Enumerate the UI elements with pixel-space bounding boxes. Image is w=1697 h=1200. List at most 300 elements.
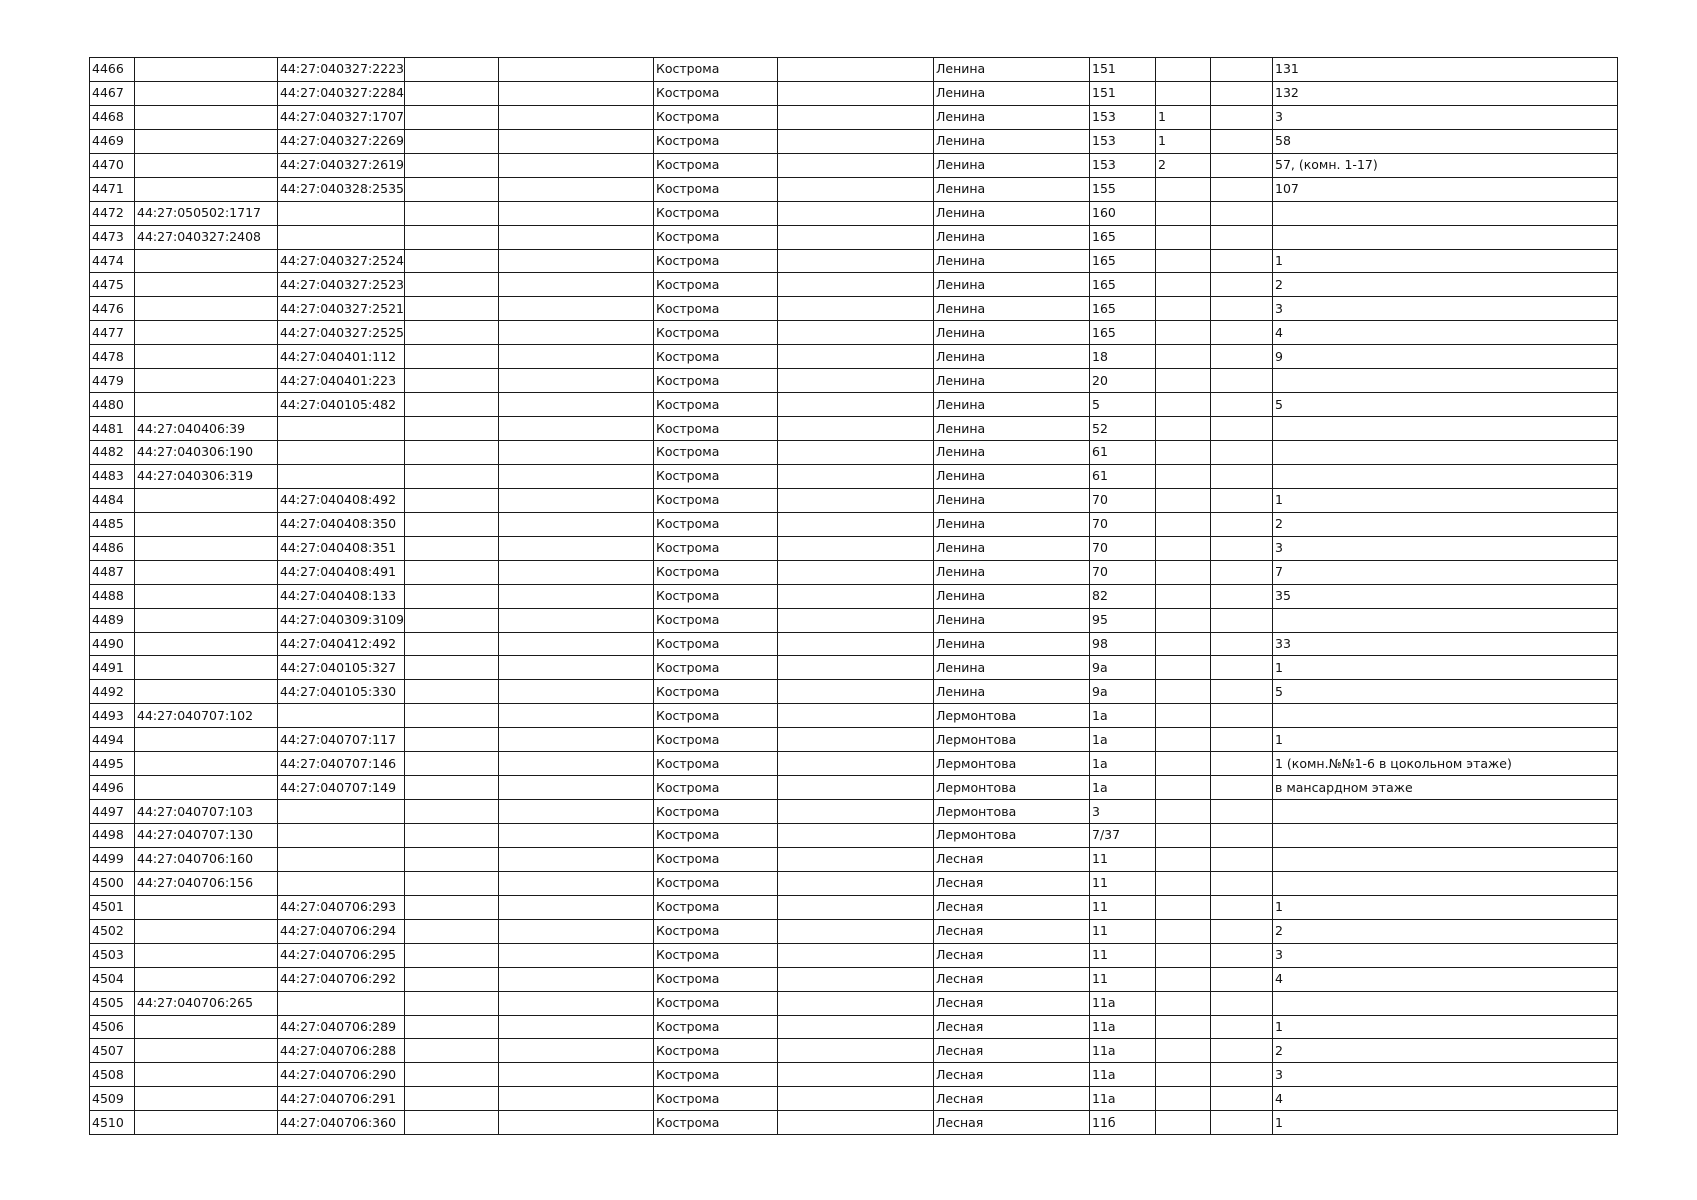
street-cell: Ленина [934, 297, 1090, 321]
building-block-cell [1156, 1063, 1211, 1087]
house-number-cell: 165 [1090, 249, 1156, 273]
house-number-cell: 9а [1090, 656, 1156, 680]
empty-cell-d [1211, 177, 1273, 201]
table-row [90, 153, 1618, 177]
building-block-cell [1156, 201, 1211, 225]
street-cell: Ленина [934, 632, 1090, 656]
empty-cell-d [1211, 488, 1273, 512]
house-number-cell: 151 [1090, 81, 1156, 105]
row-number-cell: 4500 [90, 871, 135, 895]
empty-cell-a [405, 967, 499, 991]
empty-cell-b [499, 632, 654, 656]
row-number-cell: 4489 [90, 608, 135, 632]
building-cadastral-cell [135, 273, 278, 297]
row-number-cell: 4487 [90, 560, 135, 584]
city-cell: Кострома [654, 584, 778, 608]
house-number-cell: 11б [1090, 1111, 1156, 1135]
row-number-cell: 4483 [90, 464, 135, 488]
empty-cell-d [1211, 847, 1273, 871]
premises-cadastral-cell: 44:27:040706:290 [278, 1063, 405, 1087]
street-cell: Лермонтова [934, 728, 1090, 752]
building-cadastral-cell [135, 512, 278, 536]
row-number-cell: 4493 [90, 704, 135, 728]
building-cadastral-cell [135, 680, 278, 704]
empty-cell-d [1211, 369, 1273, 393]
building-block-cell [1156, 345, 1211, 369]
empty-cell-a [405, 153, 499, 177]
building-block-cell [1156, 1111, 1211, 1135]
registry-body [90, 58, 1618, 1135]
empty-cell-d [1211, 512, 1273, 536]
empty-cell-d [1211, 81, 1273, 105]
building-cadastral-cell [135, 776, 278, 800]
building-block-cell [1156, 297, 1211, 321]
street-cell: Ленина [934, 225, 1090, 249]
building-block-cell [1156, 417, 1211, 441]
empty-cell-c [778, 369, 934, 393]
street-cell: Лесная [934, 1063, 1090, 1087]
empty-cell-c [778, 584, 934, 608]
street-cell: Ленина [934, 512, 1090, 536]
premises-cadastral-cell: 44:27:040327:1707 [278, 105, 405, 129]
street-cell: Лермонтова [934, 776, 1090, 800]
premises-cadastral-cell: 44:27:040706:294 [278, 919, 405, 943]
empty-cell-b [499, 1087, 654, 1111]
empty-cell-c [778, 919, 934, 943]
house-number-cell: 5 [1090, 393, 1156, 417]
street-cell: Ленина [934, 417, 1090, 441]
empty-cell-a [405, 321, 499, 345]
empty-cell-a [405, 488, 499, 512]
table-row [90, 824, 1618, 848]
empty-cell-c [778, 1039, 934, 1063]
building-cadastral-cell: 44:27:040706:156 [135, 871, 278, 895]
premises-cadastral-cell: 44:27:040105:327 [278, 656, 405, 680]
premises-cadastral-cell: 44:27:040408:350 [278, 512, 405, 536]
row-number-cell: 4481 [90, 417, 135, 441]
building-cadastral-cell [135, 919, 278, 943]
empty-cell-d [1211, 417, 1273, 441]
table-row [90, 177, 1618, 201]
empty-cell-c [778, 632, 934, 656]
house-number-cell: 11 [1090, 967, 1156, 991]
table-row [90, 201, 1618, 225]
table-row [90, 919, 1618, 943]
row-number-cell: 4484 [90, 488, 135, 512]
empty-cell-c [778, 1015, 934, 1039]
street-cell: Ленина [934, 680, 1090, 704]
row-number-cell: 4468 [90, 105, 135, 129]
table-row [90, 488, 1618, 512]
premises-cadastral-cell: 44:27:040327:2523 [278, 273, 405, 297]
table-row [90, 871, 1618, 895]
building-block-cell [1156, 800, 1211, 824]
row-number-cell: 4501 [90, 895, 135, 919]
street-cell: Ленина [934, 584, 1090, 608]
empty-cell-a [405, 800, 499, 824]
premises-cadastral-cell: 44:27:040706:360 [278, 1111, 405, 1135]
building-cadastral-cell: 44:27:040707:130 [135, 824, 278, 848]
city-cell: Кострома [654, 321, 778, 345]
premises-cadastral-cell: 44:27:040327:2619 [278, 153, 405, 177]
empty-cell-c [778, 728, 934, 752]
building-cadastral-cell [135, 1111, 278, 1135]
street-cell: Лесная [934, 1087, 1090, 1111]
empty-cell-c [778, 512, 934, 536]
empty-cell-c [778, 824, 934, 848]
premises-cadastral-cell [278, 800, 405, 824]
apartment-cell: 1 [1273, 895, 1618, 919]
table-row [90, 1063, 1618, 1087]
house-number-cell: 151 [1090, 58, 1156, 82]
city-cell: Кострома [654, 680, 778, 704]
apartment-cell [1273, 369, 1618, 393]
row-number-cell: 4497 [90, 800, 135, 824]
premises-cadastral-cell: 44:27:040408:133 [278, 584, 405, 608]
empty-cell-b [499, 704, 654, 728]
apartment-cell: 1 [1273, 656, 1618, 680]
table-row [90, 441, 1618, 465]
empty-cell-a [405, 991, 499, 1015]
empty-cell-c [778, 297, 934, 321]
building-block-cell [1156, 488, 1211, 512]
premises-cadastral-cell: 44:27:040328:2535 [278, 177, 405, 201]
building-block-cell [1156, 847, 1211, 871]
empty-cell-b [499, 297, 654, 321]
empty-cell-c [778, 680, 934, 704]
empty-cell-d [1211, 58, 1273, 82]
empty-cell-d [1211, 345, 1273, 369]
empty-cell-c [778, 153, 934, 177]
premises-cadastral-cell: 44:27:040105:330 [278, 680, 405, 704]
apartment-cell [1273, 847, 1618, 871]
building-cadastral-cell [135, 895, 278, 919]
apartment-cell: 131 [1273, 58, 1618, 82]
city-cell: Кострома [654, 536, 778, 560]
building-cadastral-cell [135, 393, 278, 417]
table-row [90, 704, 1618, 728]
street-cell: Ленина [934, 105, 1090, 129]
building-block-cell [1156, 441, 1211, 465]
row-number-cell: 4491 [90, 656, 135, 680]
building-block-cell [1156, 1039, 1211, 1063]
premises-cadastral-cell [278, 225, 405, 249]
house-number-cell: 70 [1090, 536, 1156, 560]
row-number-cell: 4495 [90, 752, 135, 776]
apartment-cell [1273, 800, 1618, 824]
empty-cell-b [499, 560, 654, 584]
building-block-cell: 1 [1156, 129, 1211, 153]
building-block-cell [1156, 225, 1211, 249]
row-number-cell: 4479 [90, 369, 135, 393]
row-number-cell: 4508 [90, 1063, 135, 1087]
apartment-cell: 3 [1273, 536, 1618, 560]
building-block-cell [1156, 919, 1211, 943]
table-row [90, 1087, 1618, 1111]
city-cell: Кострома [654, 1063, 778, 1087]
house-number-cell: 11а [1090, 991, 1156, 1015]
city-cell: Кострома [654, 824, 778, 848]
empty-cell-a [405, 129, 499, 153]
apartment-cell [1273, 464, 1618, 488]
empty-cell-c [778, 847, 934, 871]
city-cell: Кострома [654, 728, 778, 752]
empty-cell-d [1211, 871, 1273, 895]
row-number-cell: 4466 [90, 58, 135, 82]
empty-cell-a [405, 608, 499, 632]
table-row [90, 656, 1618, 680]
table-row [90, 1039, 1618, 1063]
premises-cadastral-cell: 44:27:040412:492 [278, 632, 405, 656]
table-row [90, 512, 1618, 536]
empty-cell-b [499, 81, 654, 105]
house-number-cell: 153 [1090, 129, 1156, 153]
empty-cell-c [778, 967, 934, 991]
premises-cadastral-cell [278, 464, 405, 488]
house-number-cell: 1а [1090, 776, 1156, 800]
street-cell: Ленина [934, 81, 1090, 105]
house-number-cell: 82 [1090, 584, 1156, 608]
house-number-cell: 20 [1090, 369, 1156, 393]
empty-cell-c [778, 488, 934, 512]
empty-cell-a [405, 536, 499, 560]
row-number-cell: 4510 [90, 1111, 135, 1135]
house-number-cell: 3 [1090, 800, 1156, 824]
house-number-cell: 165 [1090, 225, 1156, 249]
row-number-cell: 4488 [90, 584, 135, 608]
apartment-cell: 5 [1273, 680, 1618, 704]
city-cell: Кострома [654, 417, 778, 441]
empty-cell-b [499, 871, 654, 895]
building-block-cell [1156, 81, 1211, 105]
row-number-cell: 4478 [90, 345, 135, 369]
row-number-cell: 4475 [90, 273, 135, 297]
premises-cadastral-cell: 44:27:040105:482 [278, 393, 405, 417]
row-number-cell: 4502 [90, 919, 135, 943]
row-number-cell: 4496 [90, 776, 135, 800]
empty-cell-b [499, 680, 654, 704]
row-number-cell: 4480 [90, 393, 135, 417]
table-row [90, 632, 1618, 656]
street-cell: Лермонтова [934, 704, 1090, 728]
row-number-cell: 4474 [90, 249, 135, 273]
empty-cell-d [1211, 393, 1273, 417]
empty-cell-c [778, 345, 934, 369]
apartment-cell [1273, 608, 1618, 632]
empty-cell-b [499, 847, 654, 871]
street-cell: Лесная [934, 871, 1090, 895]
city-cell: Кострома [654, 345, 778, 369]
house-number-cell: 7/37 [1090, 824, 1156, 848]
building-block-cell [1156, 177, 1211, 201]
empty-cell-a [405, 369, 499, 393]
table-row [90, 752, 1618, 776]
empty-cell-a [405, 225, 499, 249]
city-cell: Кострома [654, 488, 778, 512]
table-row [90, 680, 1618, 704]
city-cell: Кострома [654, 704, 778, 728]
street-cell: Ленина [934, 488, 1090, 512]
house-number-cell: 95 [1090, 608, 1156, 632]
street-cell: Лермонтова [934, 800, 1090, 824]
table-row [90, 608, 1618, 632]
empty-cell-b [499, 273, 654, 297]
empty-cell-a [405, 632, 499, 656]
table-row [90, 249, 1618, 273]
building-block-cell [1156, 536, 1211, 560]
building-block-cell [1156, 680, 1211, 704]
row-number-cell: 4499 [90, 847, 135, 871]
empty-cell-d [1211, 919, 1273, 943]
premises-cadastral-cell: 44:27:040706:288 [278, 1039, 405, 1063]
premises-cadastral-cell [278, 991, 405, 1015]
table-row [90, 1015, 1618, 1039]
premises-cadastral-cell: 44:27:040327:2525 [278, 321, 405, 345]
empty-cell-c [778, 800, 934, 824]
house-number-cell: 165 [1090, 273, 1156, 297]
empty-cell-a [405, 824, 499, 848]
empty-cell-d [1211, 608, 1273, 632]
empty-cell-c [778, 704, 934, 728]
empty-cell-b [499, 967, 654, 991]
empty-cell-c [778, 536, 934, 560]
premises-cadastral-cell: 44:27:040706:291 [278, 1087, 405, 1111]
empty-cell-d [1211, 441, 1273, 465]
empty-cell-c [778, 417, 934, 441]
premises-cadastral-cell [278, 871, 405, 895]
city-cell: Кострома [654, 129, 778, 153]
row-number-cell: 4469 [90, 129, 135, 153]
empty-cell-b [499, 824, 654, 848]
street-cell: Ленина [934, 129, 1090, 153]
street-cell: Ленина [934, 201, 1090, 225]
empty-cell-d [1211, 800, 1273, 824]
house-number-cell: 165 [1090, 321, 1156, 345]
building-cadastral-cell [135, 1015, 278, 1039]
row-number-cell: 4476 [90, 297, 135, 321]
street-cell: Ленина [934, 369, 1090, 393]
row-number-cell: 4490 [90, 632, 135, 656]
apartment-cell: 1 [1273, 1015, 1618, 1039]
premises-cadastral-cell: 44:27:040706:295 [278, 943, 405, 967]
house-number-cell: 11а [1090, 1039, 1156, 1063]
city-cell: Кострома [654, 895, 778, 919]
table-row [90, 225, 1618, 249]
building-cadastral-cell: 44:27:040306:190 [135, 441, 278, 465]
premises-cadastral-cell: 44:27:040327:2524 [278, 249, 405, 273]
city-cell: Кострома [654, 1087, 778, 1111]
table-row [90, 345, 1618, 369]
empty-cell-c [778, 1087, 934, 1111]
empty-cell-c [778, 81, 934, 105]
apartment-cell [1273, 441, 1618, 465]
city-cell: Кострома [654, 776, 778, 800]
city-cell: Кострома [654, 297, 778, 321]
building-cadastral-cell [135, 345, 278, 369]
empty-cell-a [405, 105, 499, 129]
building-cadastral-cell: 44:27:040327:2408 [135, 225, 278, 249]
street-cell: Лесная [934, 895, 1090, 919]
building-block-cell: 1 [1156, 105, 1211, 129]
apartment-cell: 107 [1273, 177, 1618, 201]
row-number-cell: 4485 [90, 512, 135, 536]
apartment-cell: 2 [1273, 919, 1618, 943]
property-registry-table [89, 57, 1618, 1135]
table-row [90, 273, 1618, 297]
empty-cell-a [405, 273, 499, 297]
house-number-cell: 153 [1090, 153, 1156, 177]
city-cell: Кострома [654, 393, 778, 417]
building-block-cell [1156, 1087, 1211, 1111]
street-cell: Ленина [934, 393, 1090, 417]
empty-cell-b [499, 201, 654, 225]
empty-cell-d [1211, 153, 1273, 177]
apartment-cell [1273, 225, 1618, 249]
street-cell: Ленина [934, 345, 1090, 369]
street-cell: Ленина [934, 273, 1090, 297]
empty-cell-c [778, 201, 934, 225]
city-cell: Кострома [654, 81, 778, 105]
premises-cadastral-cell: 44:27:040309:3109 [278, 608, 405, 632]
empty-cell-b [499, 752, 654, 776]
empty-cell-b [499, 177, 654, 201]
empty-cell-d [1211, 129, 1273, 153]
empty-cell-d [1211, 680, 1273, 704]
premises-cadastral-cell: 44:27:040408:351 [278, 536, 405, 560]
empty-cell-d [1211, 943, 1273, 967]
building-block-cell [1156, 704, 1211, 728]
house-number-cell: 70 [1090, 512, 1156, 536]
apartment-cell: 35 [1273, 584, 1618, 608]
premises-cadastral-cell: 44:27:040707:149 [278, 776, 405, 800]
table-row [90, 297, 1618, 321]
empty-cell-a [405, 417, 499, 441]
apartment-cell [1273, 824, 1618, 848]
row-number-cell: 4506 [90, 1015, 135, 1039]
empty-cell-b [499, 369, 654, 393]
premises-cadastral-cell: 44:27:040408:491 [278, 560, 405, 584]
apartment-cell: 5 [1273, 393, 1618, 417]
empty-cell-a [405, 704, 499, 728]
city-cell: Кострома [654, 512, 778, 536]
empty-cell-d [1211, 1087, 1273, 1111]
building-cadastral-cell [135, 536, 278, 560]
empty-cell-a [405, 871, 499, 895]
premises-cadastral-cell: 44:27:040327:2223 [278, 58, 405, 82]
empty-cell-c [778, 249, 934, 273]
empty-cell-a [405, 776, 499, 800]
empty-cell-d [1211, 464, 1273, 488]
house-number-cell: 165 [1090, 297, 1156, 321]
house-number-cell: 11 [1090, 943, 1156, 967]
empty-cell-a [405, 1111, 499, 1135]
apartment-cell: 1 [1273, 249, 1618, 273]
building-block-cell [1156, 656, 1211, 680]
premises-cadastral-cell: 44:27:040401:223 [278, 369, 405, 393]
empty-cell-c [778, 752, 934, 776]
empty-cell-c [778, 129, 934, 153]
street-cell: Лесная [934, 919, 1090, 943]
table-row [90, 943, 1618, 967]
table-row [90, 536, 1618, 560]
building-cadastral-cell [135, 656, 278, 680]
street-cell: Ленина [934, 321, 1090, 345]
city-cell: Кострома [654, 177, 778, 201]
building-block-cell [1156, 871, 1211, 895]
house-number-cell: 1а [1090, 752, 1156, 776]
street-cell: Лесная [934, 847, 1090, 871]
empty-cell-a [405, 345, 499, 369]
